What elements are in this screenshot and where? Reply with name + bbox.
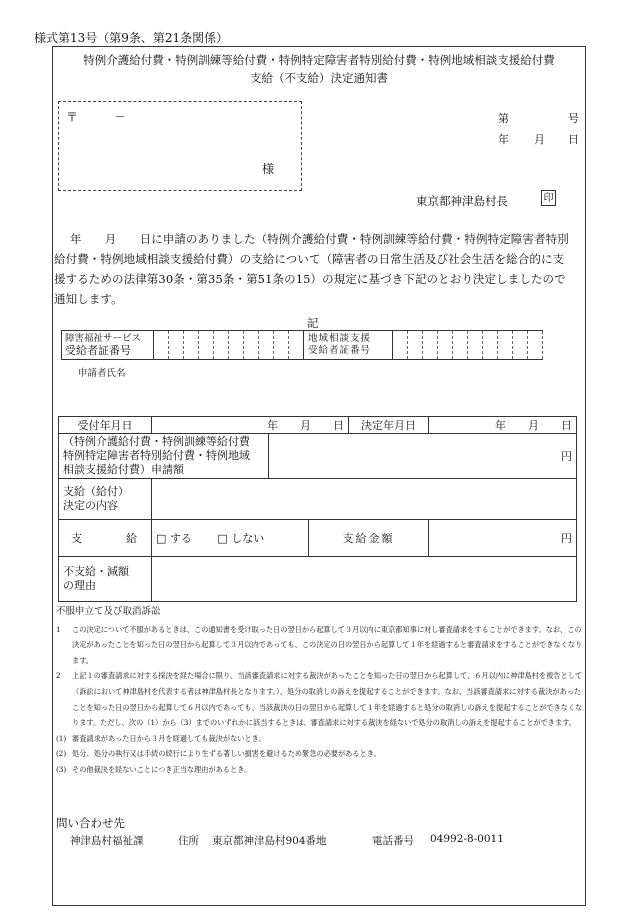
welfare-id-digit[interactable] [289,331,304,360]
contact-heading: 問い合わせ先 [56,816,125,830]
applicant-name-label: 申請者氏名 [78,368,126,379]
contact-phone: 04992-8-0011 [430,833,504,845]
id-number-table [61,330,543,360]
appeal-notes [56,604,586,778]
community-id-digit[interactable] [393,331,408,360]
document-number-line [498,110,579,126]
rejection-reason-value[interactable] [152,557,577,602]
payment-label: 支 給 [59,520,152,557]
number-go: 号 [568,112,579,125]
contact-phone-label: 電話番号 [372,835,414,847]
community-id-digit[interactable] [423,331,438,360]
contact-address: 東京都神津島村904番地 [212,835,327,847]
community-id-digit[interactable] [408,331,423,360]
body-line-1: 年 月 日に申請のありました（特例介護給付費・特例訓練等給付費・特例特定障害者特別 [70,232,569,246]
option-no-checkbox[interactable]: □ しない [217,532,265,545]
community-id-digit[interactable] [468,331,483,360]
community-id-digit[interactable] [498,331,513,360]
contact-department: 神津島村福祉課 [70,835,144,847]
welfare-id-digit[interactable] [154,331,169,360]
community-id-digit[interactable] [513,331,528,360]
note-subitem-2: (2) 処分、処分の執行又は手続の続行により生ずる著しい損害を避けるため緊急の必要があるとき。 [56,749,381,759]
welfare-id-digit[interactable] [169,331,184,360]
body-line-4: 通知します。 [54,292,123,306]
rejection-reason-label: 不支給・減額 の理由 [59,557,152,602]
community-id-digit[interactable] [453,331,468,360]
welfare-id-digit[interactable] [244,331,259,360]
number-dai: 第 [498,112,509,125]
contact-address-label: 住所 [178,835,199,847]
issuer-name: 東京都神津島村長 [416,194,508,208]
community-id-digit[interactable] [483,331,498,360]
welfare-id-digit[interactable] [199,331,214,360]
welfare-id-digit[interactable] [259,331,274,360]
welfare-id-digit[interactable] [214,331,229,360]
welfare-id-digit[interactable] [184,331,199,360]
decision-date-value[interactable]: 年 月 日 [429,417,577,434]
welfare-id-digit[interactable] [274,331,289,360]
ki-heading: 記 [307,316,319,330]
application-amount-label: （特例介護給付費・特例訓練等給付費 特例特定障害者特別給付費・特例地域 相談支援給付費）申請額 [59,434,269,479]
notes-heading: 不服申立て及び取消訴訟 [56,606,161,617]
decision-table [58,416,577,602]
note-item-1: 1 この決定について不服があるときは、この通知書を受け取った日の翌日から起算して３月以内に東京都知事に対し審査請求をすることができます。なお、この決定があったことを知った日の翌日から起算して３月以内であっても、この決定の日の翌日から起算して１年を経過すると審査請求をすることができなくなります。 [56,624,583,665]
body-line-2: 給付費・特例地域相談支援給付費）の支給について（障害者の日常生活及び社会生活を総合的に支 [54,252,565,266]
body-line-3: 援するための法律第30条・第35条・第51条の15）の規定に基づき下記のとおり決定しましたので [54,272,566,286]
date-month: 月 [534,133,545,146]
note-subitem-1: (1) 審査請求があった日から３月を経過しても裁決がないとき。 [56,733,266,743]
payment-options [152,520,309,557]
payment-amount-label: 支給金額 [309,520,429,557]
seal-box: 印 [541,190,556,206]
postal-dash: － [114,110,127,124]
note-subitem-3: (3) その他裁決を経ないことにつき正当な理由があるとき。 [56,764,252,774]
form-number-label: 様式第13号（第9条、第21条関係） [34,31,229,45]
decision-content-value[interactable] [152,479,577,520]
application-amount-value[interactable]: 円 [269,434,577,479]
title-line-2: 支給（不支給）決定通知書 [250,71,388,85]
notice-body [54,229,582,309]
option-yes-checkbox[interactable]: □ する [156,532,192,545]
payment-amount-value[interactable]: 円 [429,520,577,557]
welfare-id-label: 障害福祉サービス 受給者証番号 [62,331,154,360]
address-box [58,101,302,191]
received-date-label: 受付年月日 [59,417,152,434]
honorific-sama: 様 [262,162,275,176]
community-id-label: 地域相談支援 受給者証番号 [304,331,393,360]
decision-content-label: 支給（給付） 決定の内容 [59,479,152,520]
welfare-id-digit[interactable] [229,331,244,360]
postal-mark: 〒 [66,110,79,124]
note-item-2: 2 上記１の審査請求に対する採決を経た場合に限り、当該審査請求に対する裁決があったことを知った日の翌日から起算して、６月以内に神津島村を被告として（訴訟において神津島村を代表する者は神津島村長となります。）、処分の取消しの訴えを提起することができます。なお、当該審査請求に対する裁決があったことを知った日の翌日から起算して６月以内であっても、当該裁決の日の翌日から起算して１年を経過すると処分の取消しの訴えを提起することができなくなります。ただし、次の（1）から（3）までのいずれかに該当するときは、審査請求に対する裁決を経ないで処分の取消しの訴えを提起することができます。 [56,671,583,728]
decision-date-label: 決定年月日 [349,417,429,434]
community-id-digit[interactable] [438,331,453,360]
date-day: 日 [568,133,579,146]
title-line-1: 特例介護給付費・特例訓練等給付費・特例特定障害者特別給付費・特例地域相談支援給付費 [83,53,555,67]
community-id-digit[interactable] [528,331,543,360]
date-year: 年 [498,133,509,146]
received-date-value[interactable]: 年 月 日 [152,417,349,434]
